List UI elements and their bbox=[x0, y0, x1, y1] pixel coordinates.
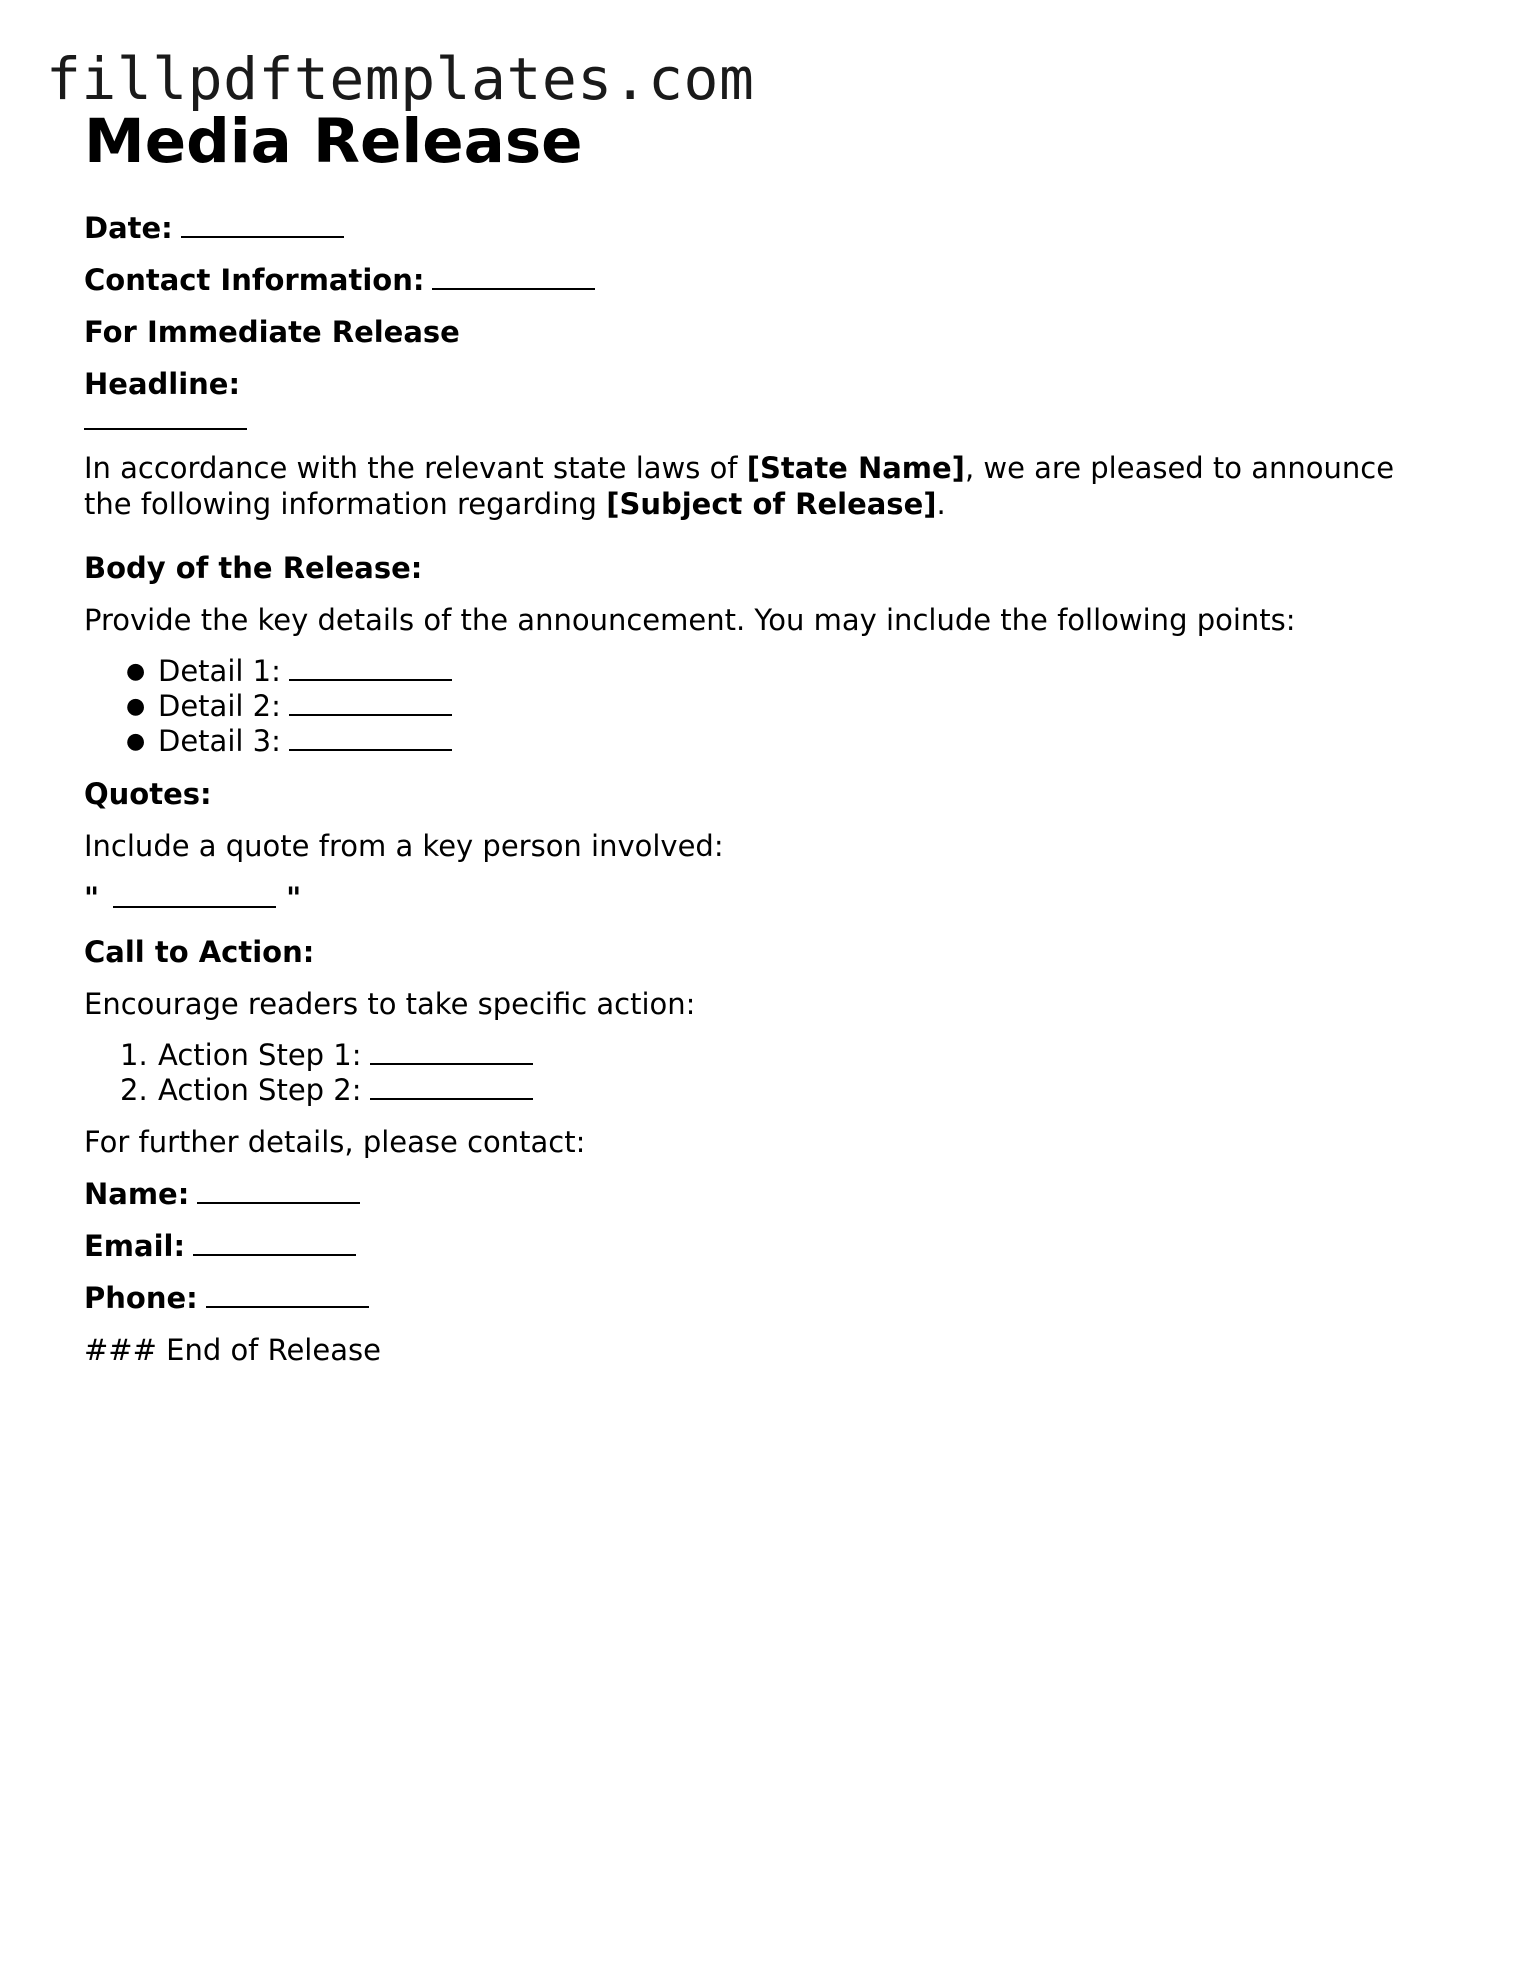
intro-text-1: In accordance with the relevant state laws of bbox=[84, 451, 747, 485]
end-of-release: ### End of Release bbox=[84, 1333, 381, 1367]
name-blank[interactable] bbox=[197, 1202, 360, 1204]
contact-instruction: For further details, please contact: bbox=[84, 1125, 586, 1159]
contact-info-label: Contact Information: bbox=[84, 263, 425, 297]
detail-blank[interactable] bbox=[289, 679, 452, 681]
quotes-heading: Quotes: bbox=[84, 777, 212, 811]
detail-label: Detail 3: bbox=[158, 724, 281, 758]
phone-label: Phone: bbox=[84, 1281, 198, 1315]
list-item bbox=[84, 654, 1444, 689]
contact-info-blank[interactable] bbox=[432, 288, 595, 290]
email-label: Email: bbox=[84, 1229, 186, 1263]
date-blank[interactable] bbox=[181, 236, 344, 238]
body-heading: Body of the Release: bbox=[84, 551, 423, 585]
bullet-icon: ● bbox=[126, 729, 146, 754]
document-body bbox=[84, 104, 1444, 1368]
detail-label: Detail 2: bbox=[158, 689, 281, 723]
phone-blank[interactable] bbox=[206, 1306, 369, 1308]
headline-blank[interactable] bbox=[84, 428, 247, 430]
list-item bbox=[84, 1038, 1444, 1073]
page-title: Media Release bbox=[84, 106, 583, 177]
body-instruction: Provide the key details of the announcement. You may include the following points: bbox=[84, 603, 1296, 637]
subject-placeholder: [Subject of Release] bbox=[606, 487, 937, 521]
quote-line bbox=[84, 880, 1444, 916]
detail-label: Detail 1: bbox=[158, 654, 281, 688]
step-blank[interactable] bbox=[370, 1063, 533, 1065]
step-label: Action Step 2: bbox=[158, 1073, 362, 1107]
intro-text-2: , we are pleased to announce the following information regarding bbox=[84, 451, 1395, 521]
headline-label: Headline: bbox=[84, 367, 241, 401]
headline-line bbox=[84, 402, 1444, 434]
quote-blank[interactable] bbox=[113, 906, 276, 908]
contact-phone-line bbox=[84, 1280, 1444, 1316]
contact-info-line bbox=[84, 262, 1444, 298]
bullet-icon: ● bbox=[126, 694, 146, 719]
bullet-icon: ● bbox=[126, 659, 146, 684]
list-item bbox=[84, 689, 1444, 724]
contact-name-line bbox=[84, 1176, 1444, 1212]
intro-paragraph bbox=[84, 450, 1444, 522]
step-blank[interactable] bbox=[370, 1098, 533, 1100]
detail-blank[interactable] bbox=[289, 749, 452, 751]
step-number: 1. bbox=[120, 1038, 148, 1072]
immediate-release-heading: For Immediate Release bbox=[84, 315, 460, 349]
intro-text-3: . bbox=[936, 487, 946, 521]
list-item bbox=[84, 1073, 1444, 1108]
open-quote: " bbox=[84, 881, 100, 915]
detail-blank[interactable] bbox=[289, 714, 452, 716]
state-name-placeholder: [State Name] bbox=[746, 451, 965, 485]
watermark: fillpdftemplates.com bbox=[46, 45, 755, 113]
step-number: 2. bbox=[120, 1073, 148, 1107]
cta-instruction: Encourage readers to take specific action: bbox=[84, 987, 696, 1021]
email-blank[interactable] bbox=[193, 1254, 356, 1256]
quotes-instruction: Include a quote from a key person involved: bbox=[84, 829, 724, 863]
name-label: Name: bbox=[84, 1177, 190, 1211]
action-steps-list bbox=[84, 1038, 1444, 1108]
date-line bbox=[84, 210, 1444, 246]
details-list bbox=[84, 654, 1444, 759]
step-label: Action Step 1: bbox=[158, 1038, 362, 1072]
cta-heading: Call to Action: bbox=[84, 935, 315, 969]
date-label: Date: bbox=[84, 211, 173, 245]
close-quote: " bbox=[286, 881, 302, 915]
contact-email-line bbox=[84, 1228, 1444, 1264]
list-item bbox=[84, 724, 1444, 759]
